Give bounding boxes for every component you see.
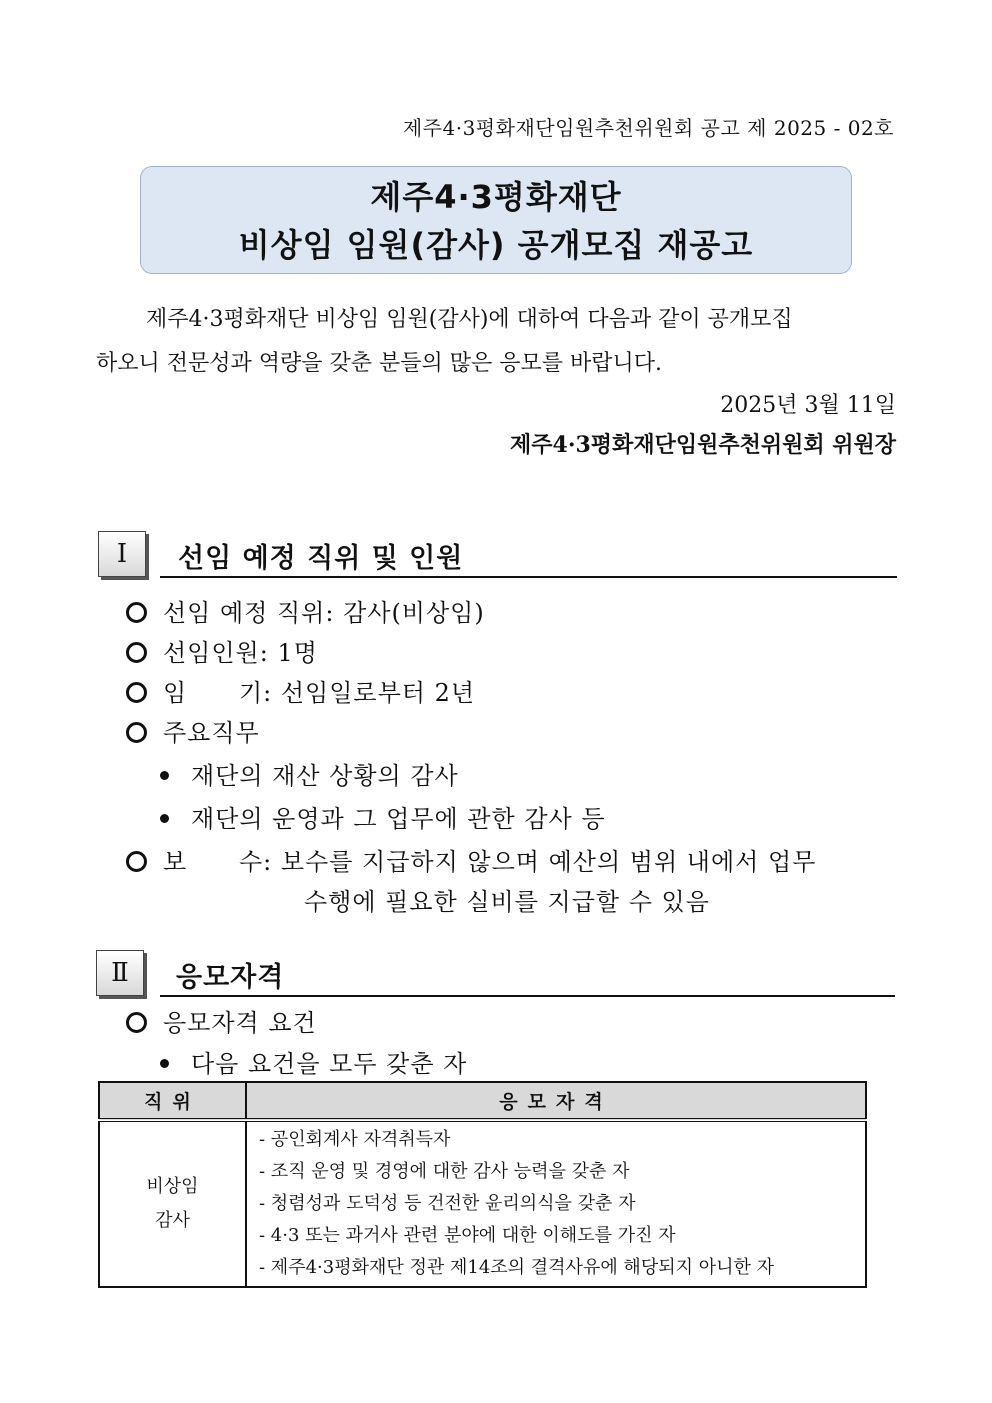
qualifications-cell xyxy=(246,1120,866,1287)
circle-bullet-icon xyxy=(126,851,147,872)
section1-number: Ⅰ xyxy=(98,531,146,577)
list-item-term: 임 기: 선임일로부터 2년 xyxy=(126,673,475,708)
intro-paragraph xyxy=(96,298,896,386)
section1-title: 선임 예정 직위 및 인원 xyxy=(178,543,464,574)
intro-line1: 제주4·3평화재단 비상임 임원(감사)에 대하여 다음과 같이 공개모집 xyxy=(146,307,793,332)
table-header-position: 직위 xyxy=(99,1082,246,1120)
table-row xyxy=(99,1120,866,1287)
qualification-item: - 청렴성과 도덕성 등 건전한 윤리의식을 갖춘 자 xyxy=(259,1193,636,1214)
page-title-line1: 제주4·3평화재단 xyxy=(370,178,622,216)
list-item-pay-cont: 수행에 필요한 실비를 지급할 수 있음 xyxy=(304,888,710,916)
qualification-table xyxy=(98,1081,867,1288)
table-header-qualifications: 응모자격 xyxy=(246,1082,866,1120)
page-title-line2: 비상임 임원(감사) 공개모집 재공고 xyxy=(238,226,754,264)
list-item-requirement: 응모자격 요건 xyxy=(126,1003,317,1038)
circle-bullet-icon xyxy=(126,602,147,623)
list-item-pay: 보 수: 보수를 지급하지 않으며 예산의 범위 내에서 업무 xyxy=(126,842,816,877)
section1-divider xyxy=(160,576,897,578)
notice-number: 제주4·3평화재단임원추천위원회 공고 제 2025 - 02호 xyxy=(402,116,894,140)
qualification-item: - 4·3 또는 과거사 관련 분야에 대한 이해도를 가진 자 xyxy=(259,1225,676,1246)
position-line1: 비상임 xyxy=(146,1176,199,1197)
title-box xyxy=(140,166,852,274)
qualification-item: - 조직 운영 및 경영에 대한 감사 능력을 갖춘 자 xyxy=(259,1161,630,1182)
dot-bullet-icon xyxy=(160,771,169,780)
section2-title: 응모자격 xyxy=(176,962,285,993)
circle-bullet-icon xyxy=(126,642,147,663)
position-line2: 감사 xyxy=(155,1210,190,1231)
table-header-row xyxy=(99,1082,866,1120)
notice-date: 2025년 3월 11일 xyxy=(720,393,896,418)
signer: 제주4·3평화재단임원추천위원회 위원장 xyxy=(510,432,896,458)
qualification-item: - 제주4·3평화재단 정관 제14조의 결격사유에 해당되지 아니한 자 xyxy=(259,1257,774,1278)
circle-bullet-icon xyxy=(126,722,147,743)
dot-bullet-icon xyxy=(160,1059,169,1068)
list-item-position: 선임 예정 직위: 감사(비상임) xyxy=(126,593,485,628)
circle-bullet-icon xyxy=(126,1012,147,1033)
intro-line2: 하오니 전문성과 역량을 갖춘 분들의 많은 응모를 바랍니다. xyxy=(96,351,662,376)
section2-number: Ⅱ xyxy=(96,950,144,996)
list-item-duties: 주요직무 xyxy=(126,713,260,748)
dot-bullet-icon xyxy=(160,814,169,823)
qualification-item: - 공인회계사 자격취득자 xyxy=(259,1129,451,1150)
circle-bullet-icon xyxy=(126,682,147,703)
position-cell xyxy=(99,1120,246,1287)
section2-divider xyxy=(160,995,895,997)
duty-item-1: 재단의 재산 상황의 감사 xyxy=(160,756,459,791)
duty-item-2: 재단의 운영과 그 업무에 관한 감사 등 xyxy=(160,799,606,834)
requirement-sub: 다음 요건을 모두 갖춘 자 xyxy=(160,1044,467,1079)
list-item-count: 선임인원: 1명 xyxy=(126,633,318,668)
